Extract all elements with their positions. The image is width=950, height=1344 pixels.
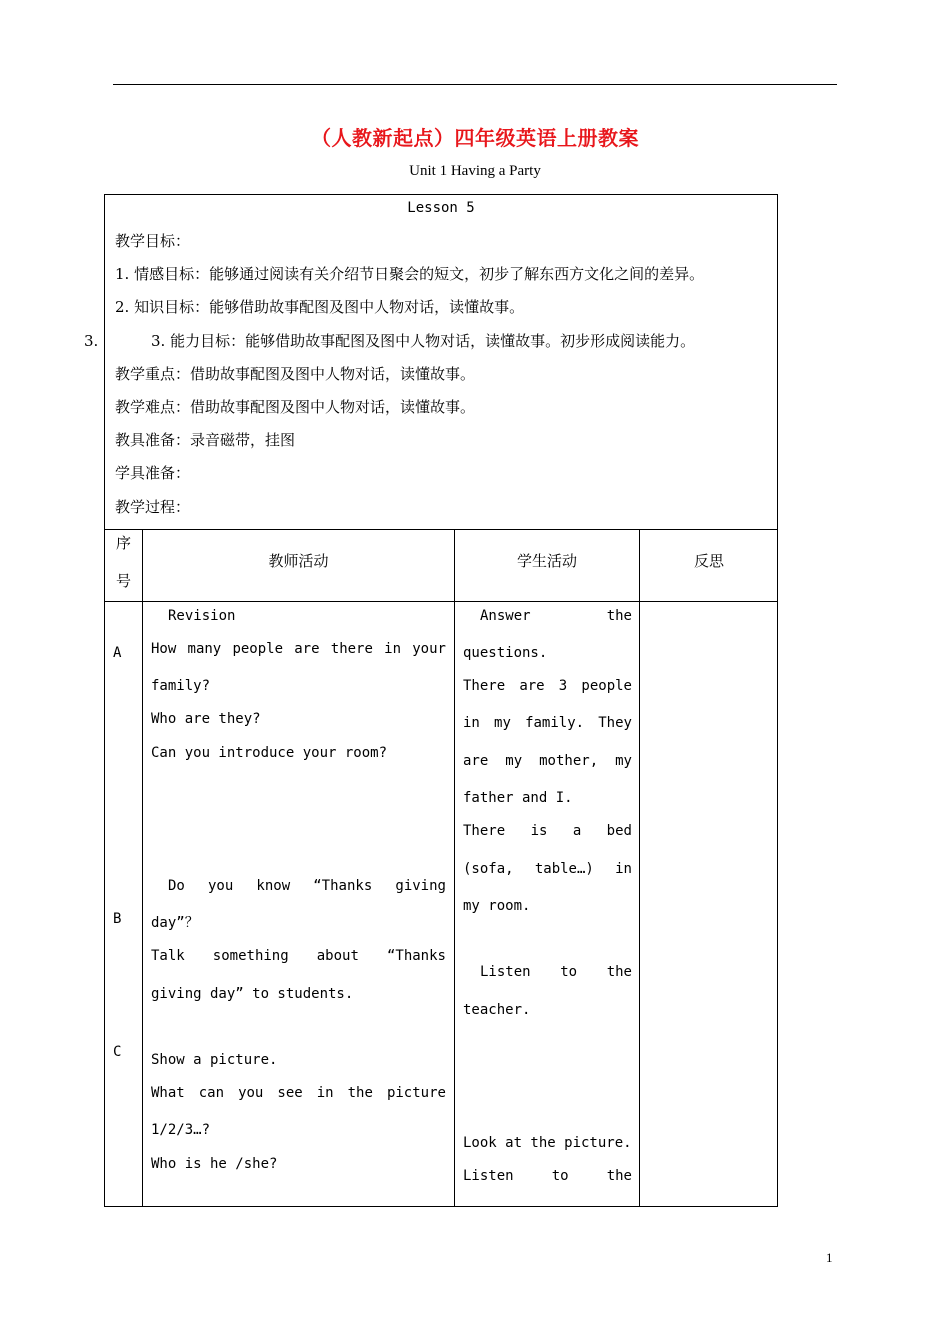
table-divider-header [104, 601, 778, 602]
teacher-question-thanksgiving: Do you know “Thanks giving [168, 878, 446, 894]
teacher-question-thanksgiving-end: day”？ [151, 915, 199, 931]
teacher-question-picture: What can you see in the picture [151, 1085, 446, 1101]
teacher-question-family-size-end: family? [151, 678, 211, 694]
column-divider-student [639, 529, 640, 1207]
student-family-line-2: in my family. They [463, 715, 632, 731]
difficulties: 教学难点：借助故事配图及图中人物对话，读懂故事。 [115, 398, 476, 416]
student-listen-line: Listen to the [480, 964, 632, 980]
teacher-question-who: Who are they? [151, 711, 261, 727]
goal-ability-marker: 3. [84, 332, 99, 350]
student-family-line-3: are my mother, my [463, 753, 632, 769]
student-family-line-4: father and I. [463, 790, 573, 806]
student-answer-line: Answer the [480, 608, 632, 624]
header-seq-top: 序 [116, 534, 132, 552]
goals-label: 教学目标： [115, 232, 191, 250]
goal-knowledge: 2. 知识目标：能够借助故事配图及图中人物对话，读懂故事。 [115, 298, 525, 316]
student-listen-line-2: Listen to the [463, 1168, 632, 1184]
header-rule [113, 84, 837, 85]
header-teacher-activity: 教师活动 [268, 552, 329, 570]
header-reflection: 反思 [693, 552, 724, 570]
student-room-line-2: (sofa, table…) in [463, 861, 632, 877]
header-student-activity: 学生活动 [516, 552, 577, 570]
step-label-b: B [113, 911, 122, 927]
step-label-a: A [113, 645, 122, 661]
teacher-question-picture-end: 1/2/3…? [151, 1122, 211, 1138]
teacher-materials: 教具准备：录音磁带，挂图 [115, 431, 296, 449]
teacher-question-family-size: How many people are there in your [151, 641, 446, 657]
table-divider-intro [104, 529, 778, 530]
key-points: 教学重点：借助故事配图及图中人物对话，读懂故事。 [115, 365, 476, 383]
column-divider-teacher [454, 529, 455, 1207]
student-family-line-1: There are 3 people [463, 678, 632, 694]
header-seq-bottom: 号 [116, 572, 132, 590]
teacher-talk-thanksgiving-end: giving day” to students. [151, 986, 354, 1002]
student-room-line-3: my room. [463, 898, 531, 914]
student-materials: 学具准备： [115, 464, 191, 482]
student-answer-line-end: questions. [463, 645, 548, 661]
student-listen-line-end: teacher. [463, 1002, 531, 1018]
document-subtitle: Unit 1 Having a Party [409, 163, 541, 179]
page-number: 1 [826, 1250, 833, 1265]
revision-label: Revision [168, 608, 236, 624]
teacher-show-picture: Show a picture. [151, 1052, 278, 1068]
step-label-c: C [113, 1044, 122, 1060]
teacher-question-who-is: Who is he /she? [151, 1156, 278, 1172]
goal-emotion: 1. 情感目标：能够通过阅读有关介绍节日聚会的短文，初步了解东西方文化之间的差异。 [115, 265, 705, 283]
column-divider-seq [142, 529, 143, 1207]
lesson-label: Lesson 5 [407, 200, 475, 216]
document-title: （人教新起点）四年级英语上册教案 [311, 126, 639, 150]
student-look-picture: Look at the picture. [463, 1135, 632, 1151]
teacher-question-room: Can you introduce your room? [151, 745, 388, 761]
teacher-talk-thanksgiving: Talk something about “Thanks [151, 948, 446, 964]
student-room-line-1: There is a bed [463, 823, 632, 839]
teaching-process-label: 教学过程： [115, 498, 191, 516]
goal-ability: 3. 能力目标：能够借助故事配图及图中人物对话，读懂故事。初步形成阅读能力。 [151, 332, 696, 350]
